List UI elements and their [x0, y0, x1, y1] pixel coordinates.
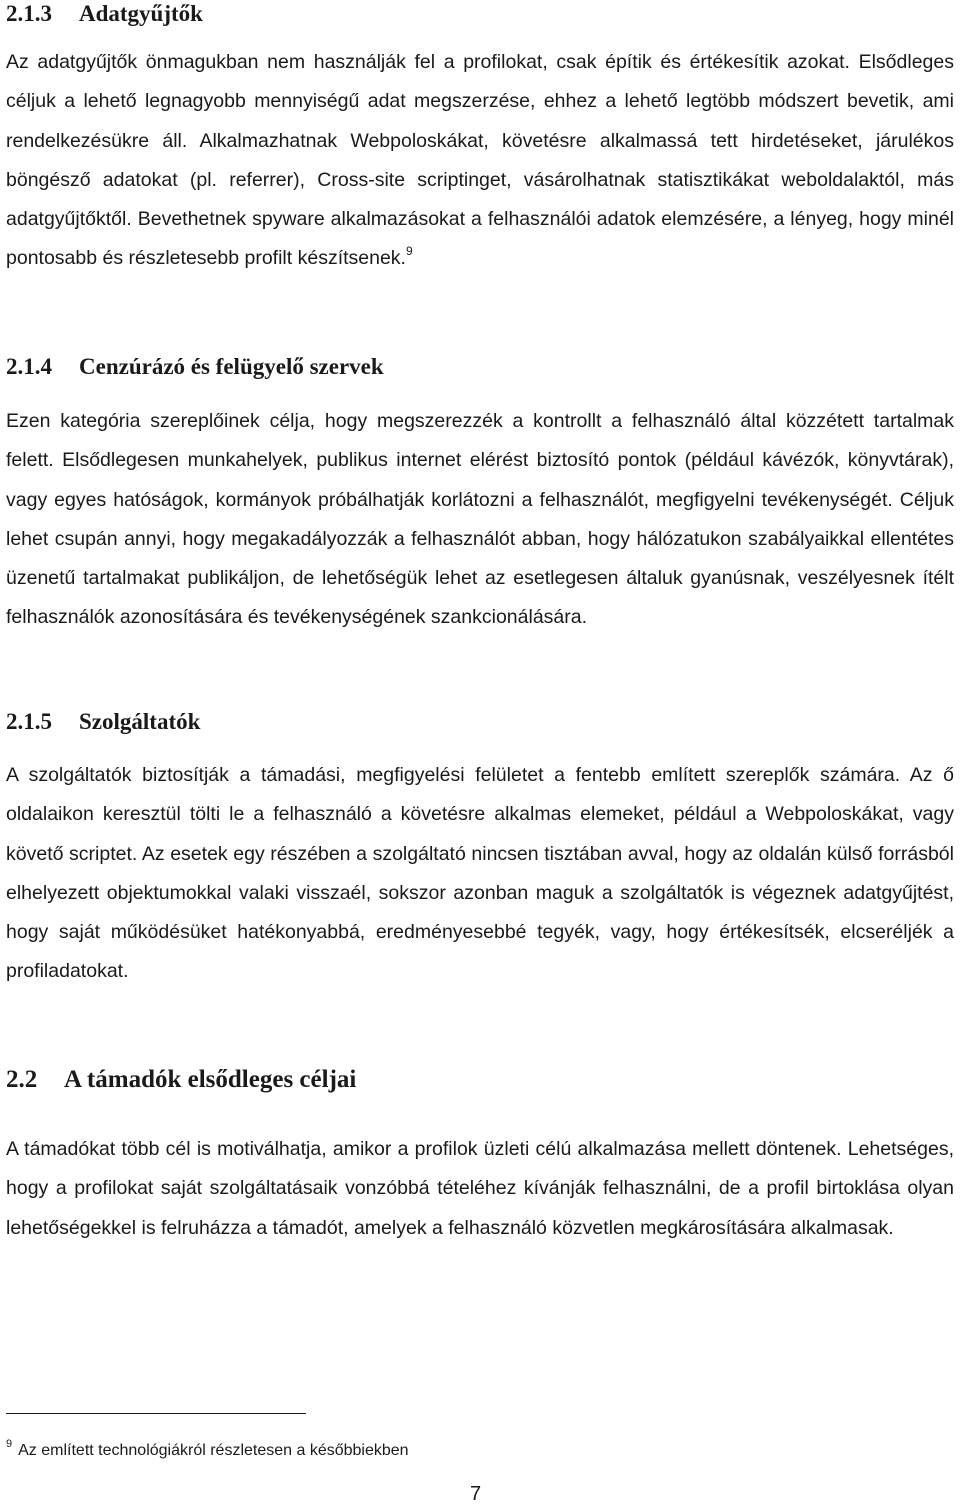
paragraph-text: A támadókat több cél is motiválhatja, amikor a profilok üzleti célú alkalmazása mellett döntenek. Lehetséges, hogy a profilokat saját szolgáltatásaik vonzóbbá tételéhez kívánják felhasználni, de a profil birtoklása olyan lehetőségekkel is felruházza a támadót, amelyek a felhasználó közvetlen megkárosítására alkalmasak. [6, 1138, 954, 1239]
section-number: 2.1.5 [6, 709, 52, 734]
section-paragraph-2-1-3 [6, 43, 954, 279]
footnote-separator [6, 1413, 306, 1414]
paragraph-text: Ezen kategória szereplőinek célja, hogy megszerezzék a kontrollt a felhasználó által közzétett tartalmak felett. Elsődlegesen munkahelyek, publikus internet elérést biztosító pontok (például kávézók, könyvtárak), vagy egyes hatóságok, kormányok próbálhatják korlátozni a felhasználót, megfigyelni tevékenységét. Céljuk lehet csupán annyi, hogy megakadályozzák a felhasználót abban, hogy hálózatukon szabályaikkal ellentétes üzenetű tartalmakat publikáljon, de lehetőségük lehet az esetlegesen általuk gyanúsnak, veszélyesnek ítélt felhasználók azonosítására és tevékenységének szankcionálására. [6, 410, 954, 629]
section-number: 2.1.4 [6, 354, 52, 379]
section-paragraph-2-1-5 [6, 756, 954, 992]
section-title: Szolgáltatók [79, 709, 201, 734]
section-heading-2-1-5 [6, 708, 200, 736]
section-title: A támadók elsődleges céljai [64, 1066, 357, 1093]
paragraph-text: Az adatgyűjtők önmagukban nem használják fel a profilokat, csak építik és értékesítik azokat. Elsődleges céljuk a lehető legnagyobb mennyiségű adat megszerzése, ehhez a lehető legtöbb módszert bevetik, ami rendelkezésükre áll. Alkalmazhatnak Webpoloskákat, követésre alkalmassá tett hirdetéseket, járulékos böngésző adatokat (pl. referrer), Cross-site scriptinget, vásárolhatnak statisztikákat weboldalaktól, más adatgyűjtőktől. Bevethetnek spyware alkalmazásokat a felhasználói adatok elemzésére, a lényeg, hogy minél pontosabb és részletesebb profilt készítsenek. [6, 51, 954, 270]
section-number: 2.1.3 [6, 1, 52, 26]
page-number: 7 [470, 1483, 482, 1505]
section-paragraph-2-2 [6, 1130, 954, 1248]
section-heading-2-1-4 [6, 353, 384, 381]
paragraph-text: A szolgáltatók biztosítják a támadási, megfigyelési felületet a fentebb említett szereplők számára. Az ő oldalaikon keresztül tölti le a felhasználó a követésre alkalmas elemeket, például a Webpoloskákat, vagy követő scriptet. Az esetek egy részében a szolgáltató nincsen tisztában avval, hogy az oldalán külső forrásból elhelyezett objektumokkal valaki visszaél, sokszor azonban maguk a szolgáltatók is végeznek adatgyűjtést, hogy saját működésüket hatékonyabbá, eredményesebbé tegyék, vagy, hogy értékesítsék, elcseréljék a profiladatokat. [6, 764, 954, 983]
footnote-reference[interactable]: 9 [405, 244, 413, 259]
section-number: 2.2 [6, 1066, 38, 1093]
section-title: Cenzúrázó és felügyelő szervek [79, 354, 384, 379]
section-heading-2-1-3 [6, 0, 203, 28]
footnote-text: Az említett technológiákról részletesen a későbbiekben [18, 1442, 409, 1459]
footnote-marker: 9 [6, 1438, 13, 1450]
section-paragraph-2-1-4 [6, 402, 954, 638]
footnote [6, 1440, 409, 1462]
section-heading-2-2 [6, 1065, 356, 1095]
section-title: Adatgyűjtők [79, 1, 203, 26]
